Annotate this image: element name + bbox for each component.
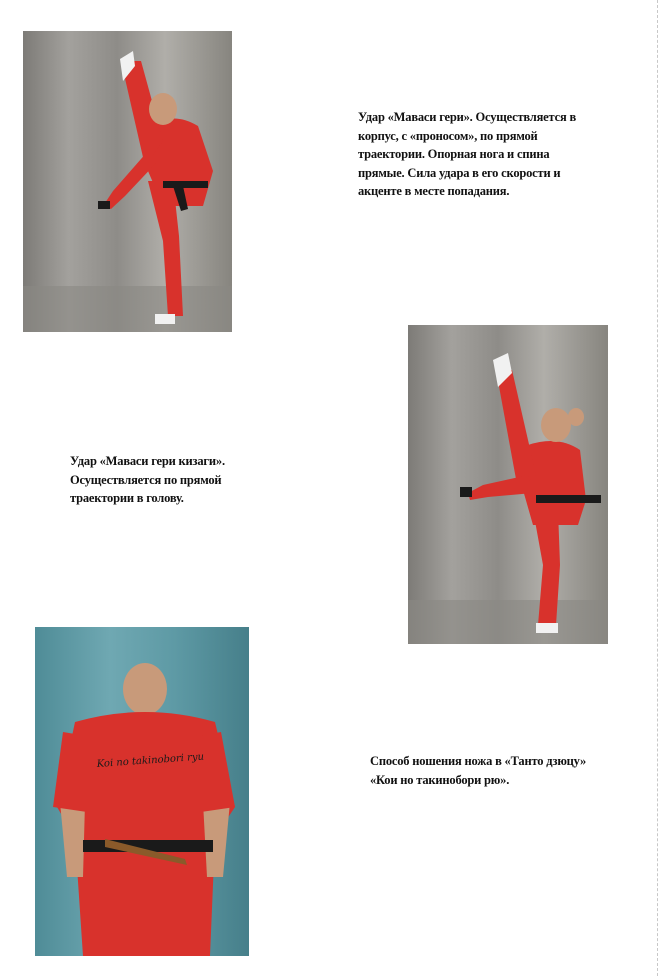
mawashi-geri-jodan-caption: Удар «Маваси гери кизаги». Осуществляется по прямой траектории в голову.: [70, 454, 225, 505]
mawashi-geri-caption: Удар «Маваси гери». Осуществляется в корпус, с «проносом», по прямой траектории. Опорная нога и спина прямые. Сила удара в его скорости и акценте в месте попадания.: [358, 110, 576, 198]
tanto-carry-photo: [35, 627, 249, 956]
mawashi-geri-jodan-photo: [408, 325, 608, 644]
page-edge-guide: [657, 0, 658, 976]
back-print-text: Koi no takinobori ryu: [96, 751, 205, 770]
tanto-carry-caption: Способ ношения ножа в «Танто дзюцу» «Кои но такинобори рю».: [370, 754, 587, 787]
mawashi-geri-photo: [23, 31, 232, 332]
